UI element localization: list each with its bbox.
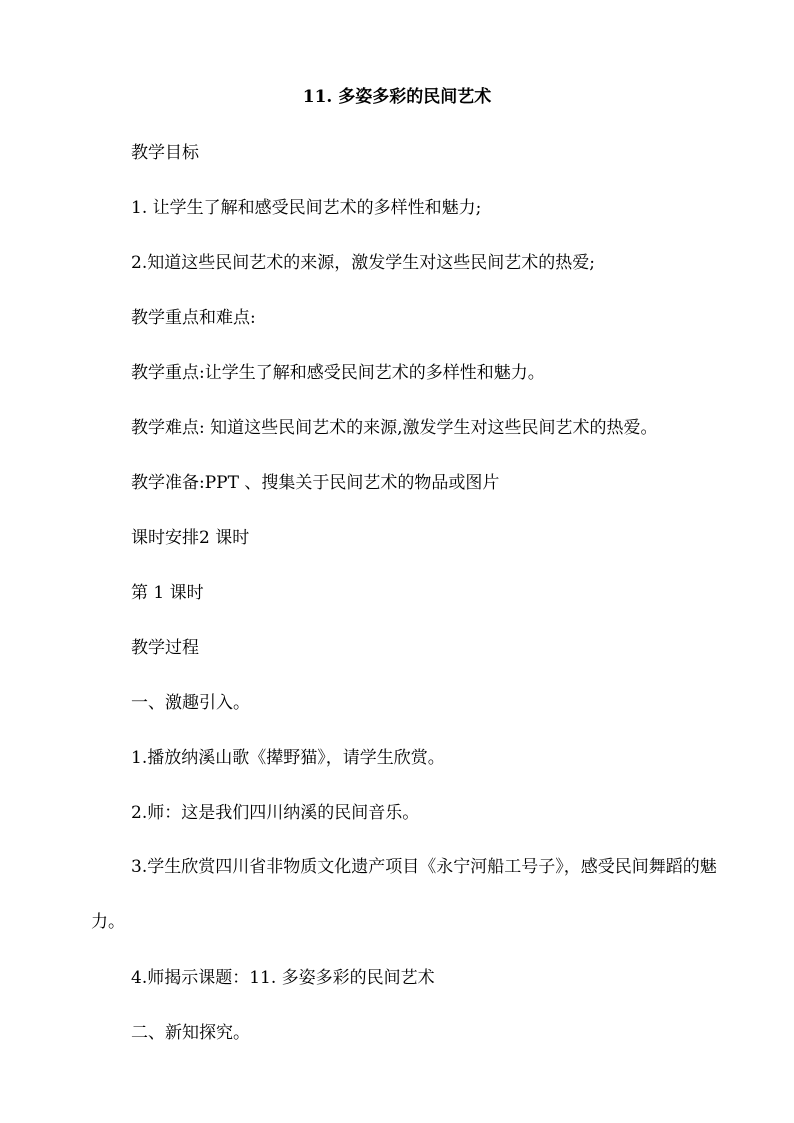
- step-1: 1.播放纳溪山歌《撵野猫》，请学生欣赏。: [131, 748, 445, 768]
- section-intro: 一、激趣引入。: [131, 693, 250, 713]
- key-point: 教学重点:让学生了解和感受民间艺术的多样性和魅力。: [131, 363, 545, 383]
- section-new-knowledge: 二、新知探究。: [131, 1023, 250, 1043]
- step-3-paragraph: 3.学生欣赏四川省非物质文化遗产项目《永宁河船工号子》，感受民间舞蹈的魅力。: [91, 857, 717, 932]
- step-2: 2.师：这是我们四川纳溪的民间音乐。: [131, 803, 420, 823]
- goal-1: 1. 让学生了解和感受民间艺术的多样性和魅力;: [131, 198, 482, 218]
- heading-teaching-goals: 教学目标: [131, 143, 199, 163]
- step-4: 4.师揭示课题：11. 多姿多彩的民间艺术: [131, 968, 435, 988]
- difficult-point: 教学难点: 知道这些民间艺术的来源,激发学生对这些民间艺术的热爱。: [131, 418, 658, 438]
- goal-2: 2.知道这些民间艺术的来源，激发学生对这些民间艺术的热爱;: [131, 253, 595, 273]
- lesson-schedule: 课时安排2 课时: [131, 528, 250, 548]
- teaching-preparation: 教学准备:PPT 、搜集关于民间艺术的物品或图片: [131, 473, 500, 493]
- heading-key-points: 教学重点和难点:: [131, 308, 256, 328]
- document-title: 11. 多姿多彩的民间艺术: [302, 87, 492, 107]
- heading-teaching-process: 教学过程: [131, 638, 199, 658]
- lesson-number: 第 1 课时: [131, 583, 204, 603]
